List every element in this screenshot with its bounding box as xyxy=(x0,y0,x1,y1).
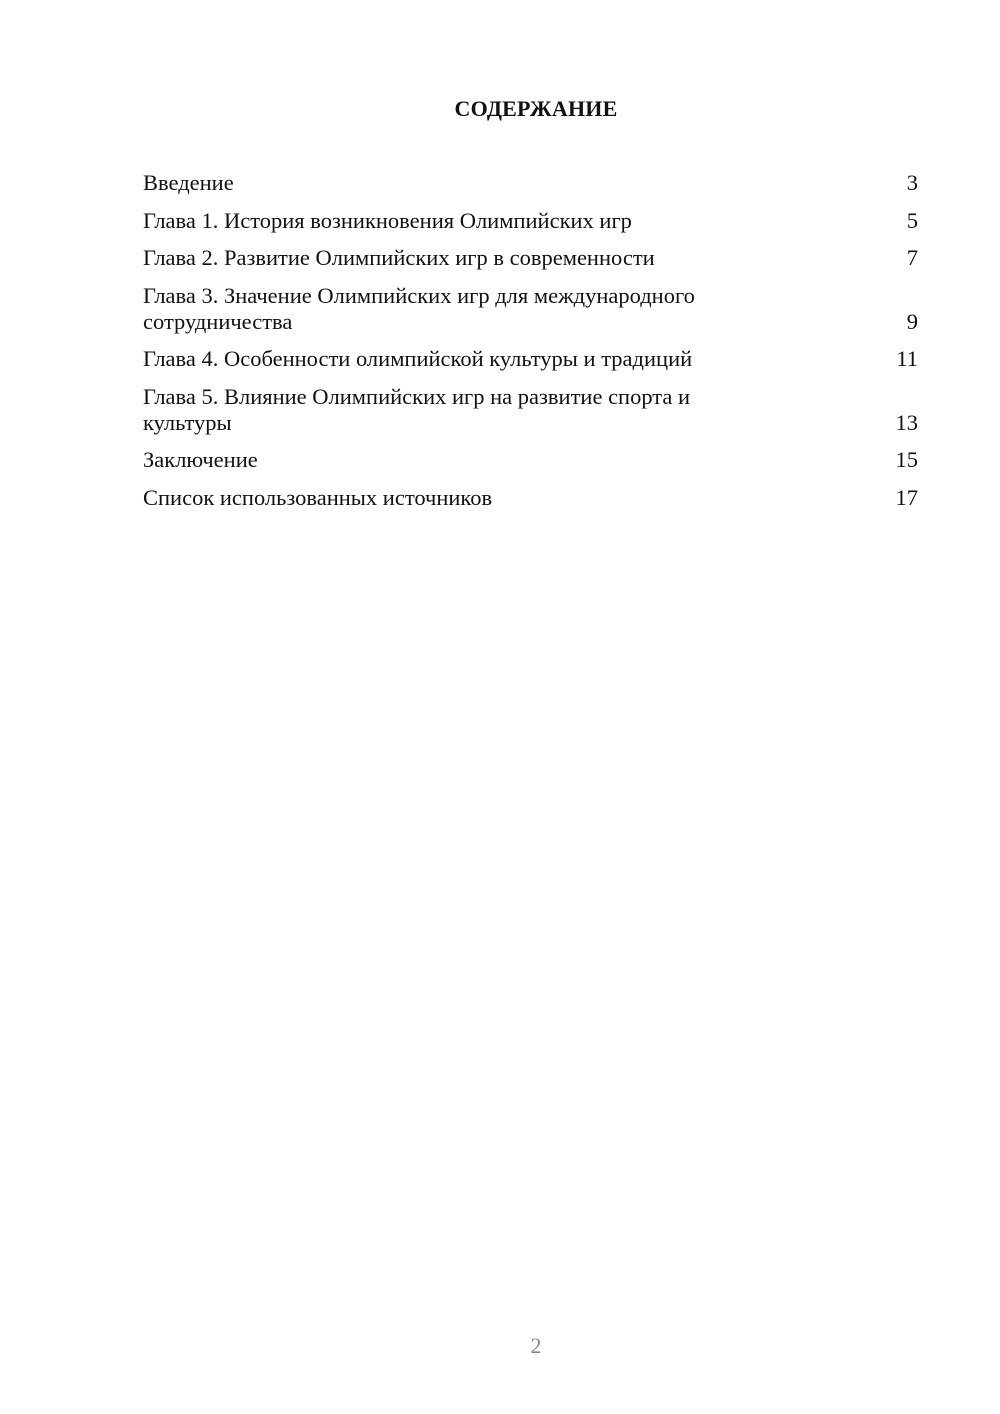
toc-entry-page: 7 xyxy=(906,245,918,270)
toc-entry-page: 13 xyxy=(895,409,918,435)
toc-entry-label: Глава 4. Особенности олимпийской культуры и традиций xyxy=(143,346,693,371)
toc-entry-chapter-2 xyxy=(143,245,918,271)
toc-entry-label: Глава 2. Развитие Олимпийских игр в современности xyxy=(143,245,655,270)
toc-entry-label: Заключение xyxy=(143,447,258,472)
toc-entry-label: Глава 1. История возникновения Олимпийских игр xyxy=(143,207,632,233)
toc-entry-page: 17 xyxy=(895,484,918,510)
toc-entry-page: 11 xyxy=(896,346,918,371)
toc-entry-chapter-3 xyxy=(143,283,918,335)
toc-entry-page: 15 xyxy=(895,447,918,472)
toc-entry-label: Глава 3. Значение Олимпийских игр для международного сотрудничества xyxy=(143,282,695,334)
toc-entry-conclusion xyxy=(143,447,918,473)
toc-entry-label: Введение xyxy=(143,170,234,195)
page-number: 2 xyxy=(530,1333,542,1358)
toc-entry-label: Глава 5. Влияние Олимпийских игр на развитие спорта и культуры xyxy=(143,383,691,435)
toc-entry-references xyxy=(143,485,918,511)
page-title: СОДЕРЖАНИЕ xyxy=(454,96,618,121)
toc-entry-chapter-1 xyxy=(143,208,918,234)
table-of-contents xyxy=(143,170,918,522)
toc-entry-page: 9 xyxy=(906,308,918,334)
toc-entry-page: 5 xyxy=(906,207,918,233)
toc-entry-introduction xyxy=(143,170,918,196)
toc-entry-chapter-4 xyxy=(143,346,918,372)
toc-entry-page: 3 xyxy=(906,170,918,195)
toc-entry-label: Список использованных источников xyxy=(143,484,493,510)
toc-entry-chapter-5 xyxy=(143,384,918,436)
